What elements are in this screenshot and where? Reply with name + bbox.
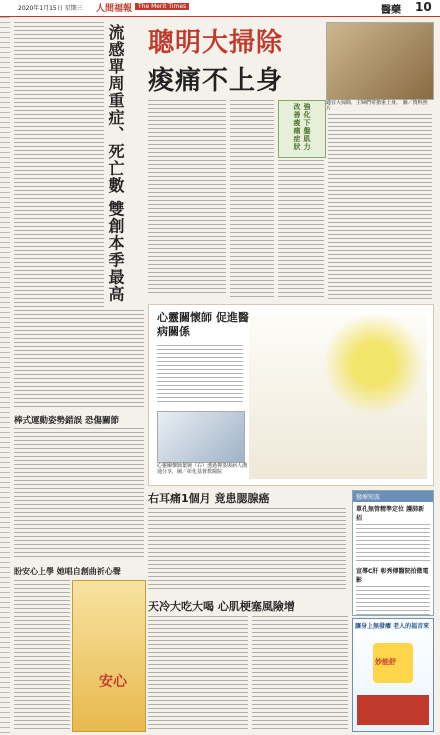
doctor-photo — [157, 411, 245, 463]
cleaning-photo-caption: 適宜大掃除，主婦們常搶重上身。 圖／資料照片 — [326, 100, 428, 112]
parotid-headline: 右耳痛1個月 竟患腮腺癌 — [148, 492, 270, 505]
main-article-text-3 — [278, 160, 324, 300]
newspaper-logo: 人間福報 — [96, 4, 133, 14]
ad-footer-band — [357, 695, 429, 725]
flu-article-text — [14, 22, 104, 307]
subhead-strength: 強化下盤肌力 改善痠痛症狀 — [293, 103, 311, 151]
main-article-text-4 — [328, 114, 432, 300]
brief-1-headline: 單孔無管精準定位 護肺新招 — [356, 506, 425, 522]
plank-headline: 棒式運動姿勢錯誤 恐傷關節 — [14, 416, 119, 426]
school-photo — [72, 580, 146, 732]
counseling-photo-caption: 心靈關懷師葉婉（右）透過禪茶與病人溝通分享，圖／彰化基督教醫院 — [157, 463, 248, 475]
main-headline-1: 聰明大掃除 — [148, 28, 284, 58]
tea-ceremony-photo — [249, 315, 427, 479]
flu-article-text-2 — [14, 310, 144, 410]
ad-brand: 妙能舒 — [375, 658, 396, 666]
parotid-article-text — [148, 508, 346, 592]
school-article-text — [14, 580, 70, 730]
school-photo-sign: 安心 — [99, 674, 127, 690]
main-headline-2: 痠痛不上身 — [148, 66, 284, 96]
main-article-text-2 — [230, 100, 274, 300]
heart-article-text-2 — [252, 616, 348, 730]
page-header — [0, 0, 440, 17]
margin-strip — [0, 17, 10, 735]
heart-headline: 天冷大吃大喝 心肌梗塞風險增 — [148, 600, 295, 613]
section-name: 醫藥 — [381, 5, 401, 16]
brief-1-text — [356, 524, 430, 564]
page-number: 10 — [415, 0, 432, 14]
brief-2-text — [356, 586, 430, 618]
counseling-intro-text — [157, 345, 243, 405]
flu-headline: 流感單周重症、死亡數 雙創本季最高 — [106, 24, 125, 303]
advertisement — [352, 618, 434, 732]
counseling-feature — [148, 304, 434, 486]
brief-2-headline: 宣導C肝 彰秀傳醫院拍微電影 — [356, 568, 429, 584]
counseling-headline: 心靈關懷師 促進醫病關係 — [157, 311, 249, 338]
plank-article-text — [14, 428, 144, 558]
ad-title: 讓身上無發癢 老人的福音來 — [355, 623, 430, 630]
heart-article-text-1 — [148, 616, 248, 730]
english-logo: The Merit Times — [135, 3, 189, 10]
medical-briefs-box — [352, 490, 434, 616]
school-headline: 盼安心上學 她唱自創曲祈心聲 — [14, 567, 121, 576]
cleaning-photo — [326, 22, 434, 100]
subhead-box — [278, 100, 326, 158]
issue-date: 2020年1月15日 星期三 — [18, 5, 83, 12]
main-article-text-1 — [148, 100, 226, 295]
briefs-title: 醫療短波 — [353, 491, 433, 502]
